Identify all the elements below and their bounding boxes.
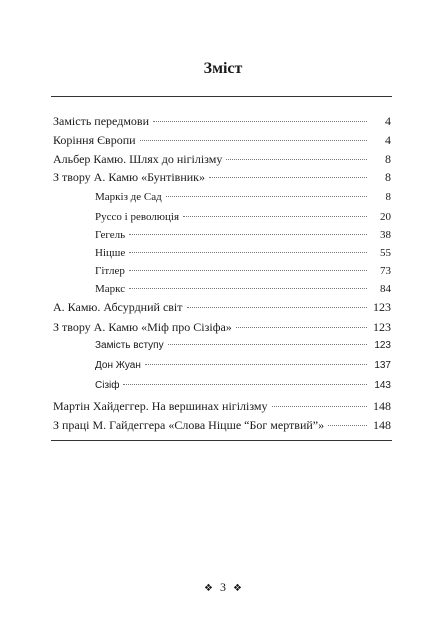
toc-entry-title: Руссо і революція xyxy=(95,211,180,223)
toc-entry xyxy=(95,280,391,298)
dot-leader xyxy=(129,252,367,253)
toc-entry-title: Замість передмови xyxy=(53,114,150,128)
toc-entry-page: 8 xyxy=(385,191,391,203)
dot-leader xyxy=(187,307,367,308)
dot-leader xyxy=(272,406,367,407)
toc-entry-title: З твору А. Камю «Бунтівник» xyxy=(53,170,206,184)
toc-entry xyxy=(95,357,391,375)
page-number: 3 xyxy=(220,580,226,594)
toc-entry-page: 73 xyxy=(380,265,391,277)
toc-entry xyxy=(53,298,391,316)
toc-entry-title: Маркіз де Сад xyxy=(95,191,162,203)
toc-entry xyxy=(53,131,391,149)
dot-leader xyxy=(226,159,367,160)
toc-entry xyxy=(95,244,391,262)
toc-entry xyxy=(53,112,391,130)
toc-entry-page: 20 xyxy=(380,211,391,223)
toc-entry-title: З праці М. Гайдеггера «Слова Ніцше “Бог мертвий”» xyxy=(53,418,325,432)
toc-entry-title: З твору А. Камю «Міф про Сізіфа» xyxy=(53,320,232,334)
toc-entry-page: 84 xyxy=(380,283,391,295)
toc-entry xyxy=(53,318,391,336)
toc-entry xyxy=(95,262,391,280)
toc-entry xyxy=(53,150,391,168)
toc-entry-page: 55 xyxy=(380,247,391,259)
page-title: Зміст xyxy=(203,60,243,77)
toc-entry-page: 123 xyxy=(373,320,391,334)
toc-entry-page: 148 xyxy=(373,418,391,432)
toc-entry xyxy=(53,416,391,434)
toc-entry-title: А. Камю. Абсурдний світ xyxy=(53,300,183,314)
toc-entry-page: 143 xyxy=(374,380,391,391)
toc-entry-page: 8 xyxy=(385,170,391,184)
dot-leader xyxy=(145,364,367,365)
toc-entry-title: Сізіф xyxy=(95,380,120,391)
dot-leader xyxy=(183,216,367,217)
toc-entry-title: Коріння Європи xyxy=(53,133,136,147)
toc-entry xyxy=(95,188,391,206)
toc-entry-page: 137 xyxy=(374,360,391,371)
dot-leader xyxy=(209,177,367,178)
toc-entry xyxy=(95,377,391,395)
toc-entry-title: Мартін Хайдеггер. На вершинах нігілізму xyxy=(53,399,268,413)
toc-entry-page: 4 xyxy=(385,133,391,147)
ornament-right-icon: ❖ xyxy=(233,583,242,594)
dot-leader xyxy=(123,384,367,385)
dot-leader xyxy=(153,121,367,122)
dot-leader xyxy=(236,327,367,328)
toc-entry-title: Дон Жуан xyxy=(95,360,141,371)
dot-leader xyxy=(129,234,367,235)
top-rule xyxy=(51,96,392,97)
toc-entry-title: Гітлер xyxy=(95,265,125,277)
dot-leader xyxy=(168,344,367,345)
dot-leader xyxy=(166,196,367,197)
toc-entry-page: 8 xyxy=(385,152,391,166)
toc-entry-title: Маркс xyxy=(95,283,126,295)
toc-entry xyxy=(53,397,391,415)
toc-entry xyxy=(95,226,391,244)
toc-entry-page: 123 xyxy=(373,300,391,314)
ornament-left-icon: ❖ xyxy=(204,583,213,594)
toc-entry-title: Гегель xyxy=(95,229,126,241)
dot-leader xyxy=(129,288,367,289)
toc-entry-page: 148 xyxy=(373,399,391,413)
page-footer xyxy=(0,580,446,595)
toc-entry-title: Ніцше xyxy=(95,247,126,259)
toc-entry xyxy=(95,208,391,226)
toc-entry xyxy=(95,337,391,355)
dot-leader xyxy=(328,425,367,426)
bottom-rule xyxy=(51,440,392,441)
dot-leader xyxy=(129,270,367,271)
dot-leader xyxy=(140,140,367,141)
toc-entry-page: 4 xyxy=(385,114,391,128)
toc-entry-title: Замість вступу xyxy=(95,340,164,351)
toc-entry xyxy=(53,168,391,186)
toc-entry-title: Альбер Камю. Шлях до нігілізму xyxy=(53,152,223,166)
toc-entry-page: 123 xyxy=(374,340,391,351)
toc-entry-page: 38 xyxy=(380,229,391,241)
